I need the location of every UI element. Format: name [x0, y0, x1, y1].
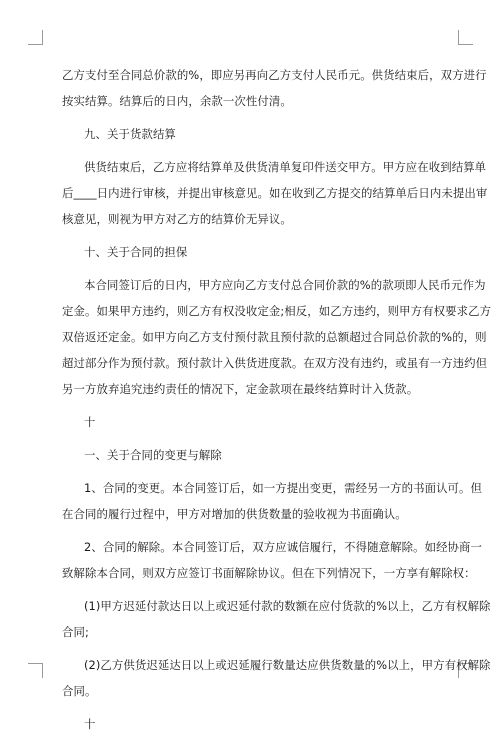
paragraph-spacing	[62, 232, 438, 239]
paragraph-spacing	[62, 265, 438, 272]
text-line: 乙方支付至合同总价款的%，即应另再向乙方支付人民币元。供货结束后，双方进行	[62, 68, 487, 82]
text-line: 定金。如果甲方违约，则乙方有权没收定金;相反，如乙方违约，则甲方有权要求乙方	[62, 304, 492, 318]
text-line: 十	[84, 415, 96, 429]
text-line: 核意见，则视为甲方对乙方的结算价无异议。	[62, 212, 292, 226]
document-body	[62, 62, 492, 737]
paragraph-h10	[62, 239, 438, 265]
paragraph-spacing	[62, 147, 438, 154]
text-line: 九、关于货款结算	[84, 127, 176, 141]
crop-mark-top-left	[28, 30, 43, 45]
text-line: 后____日内进行审核，并提出审核意见。如在收到乙方提交的结算单后日内未提出审	[62, 186, 488, 200]
text-line: 双倍返还定金。如甲方向乙方支付预付款且预付款的总额超过合同总价款的%的，则	[62, 330, 487, 344]
paragraph-spacing	[62, 704, 438, 711]
paragraph-sep2	[62, 711, 438, 737]
text-line: 在合同的履行过程中，甲方对增加的供货数量的验收视为书面确认。	[62, 507, 407, 521]
text-line: (2)乙方供货迟延达日以上或迟延履行数量达应供货数量的%以上，甲方有权解除	[84, 658, 491, 672]
paragraph-p3	[62, 272, 492, 402]
text-line: 本合同签订后的日内，甲方应向乙方支付总合同价款的%的款项即人民币元作为	[84, 278, 486, 292]
paragraph-spacing	[62, 586, 438, 593]
crop-mark-top-right	[458, 30, 473, 45]
paragraph-spacing	[62, 468, 438, 475]
paragraph-p1	[62, 62, 487, 114]
text-line: 供货结束后，乙方应将结算单及供货清单复印件送交甲方。甲方应在收到结算单	[84, 160, 487, 174]
paragraph-spacing	[62, 645, 438, 652]
paragraph-p6	[62, 593, 491, 645]
text-line: 2、合同的解除。本合同签订后，双方应诚信履行，不得随意解除。如经协商一	[84, 540, 483, 554]
crop-mark-bottom-left	[28, 663, 43, 678]
text-line: 十	[84, 717, 96, 731]
paragraph-h11	[62, 442, 438, 468]
text-line: (1)甲方迟延付款达日以上或迟延付款的数额在应付货款的%以上，乙方有权解除	[84, 599, 491, 613]
paragraph-p7	[62, 652, 491, 704]
text-line: 合同。	[62, 684, 97, 698]
text-line: 致解除本合同，则双方应签订书面解除协议。但在下列情况下，一方享有解除权：	[62, 566, 476, 580]
paragraph-spacing	[62, 435, 438, 442]
paragraph-p4	[62, 475, 483, 527]
text-line: 另一方放弃追究违约责任的情况下，定金款项在最终结算时计入货款。	[62, 382, 419, 396]
paragraph-spacing	[62, 527, 438, 534]
paragraph-p5	[62, 534, 483, 586]
paragraph-spacing	[62, 402, 438, 409]
paragraph-sep1	[62, 409, 438, 435]
paragraph-h9	[62, 121, 438, 147]
text-line: 一、关于合同的变更与解除	[84, 448, 222, 462]
text-line: 1、合同的变更。本合同签订后，如一方提出变更，需经另一方的书面认可。但	[84, 481, 483, 495]
paragraph-spacing	[62, 114, 438, 121]
text-line: 按实结算。结算后的日内，余款一次性付清。	[62, 94, 292, 108]
paragraph-p2	[62, 154, 488, 232]
text-line: 合同;	[62, 625, 89, 639]
text-line: 十、关于合同的担保	[84, 245, 188, 259]
text-line: 超过部分作为预付款。预付款计入供货进度款。在双方没有违约，或虽有一方违约但	[62, 356, 488, 370]
